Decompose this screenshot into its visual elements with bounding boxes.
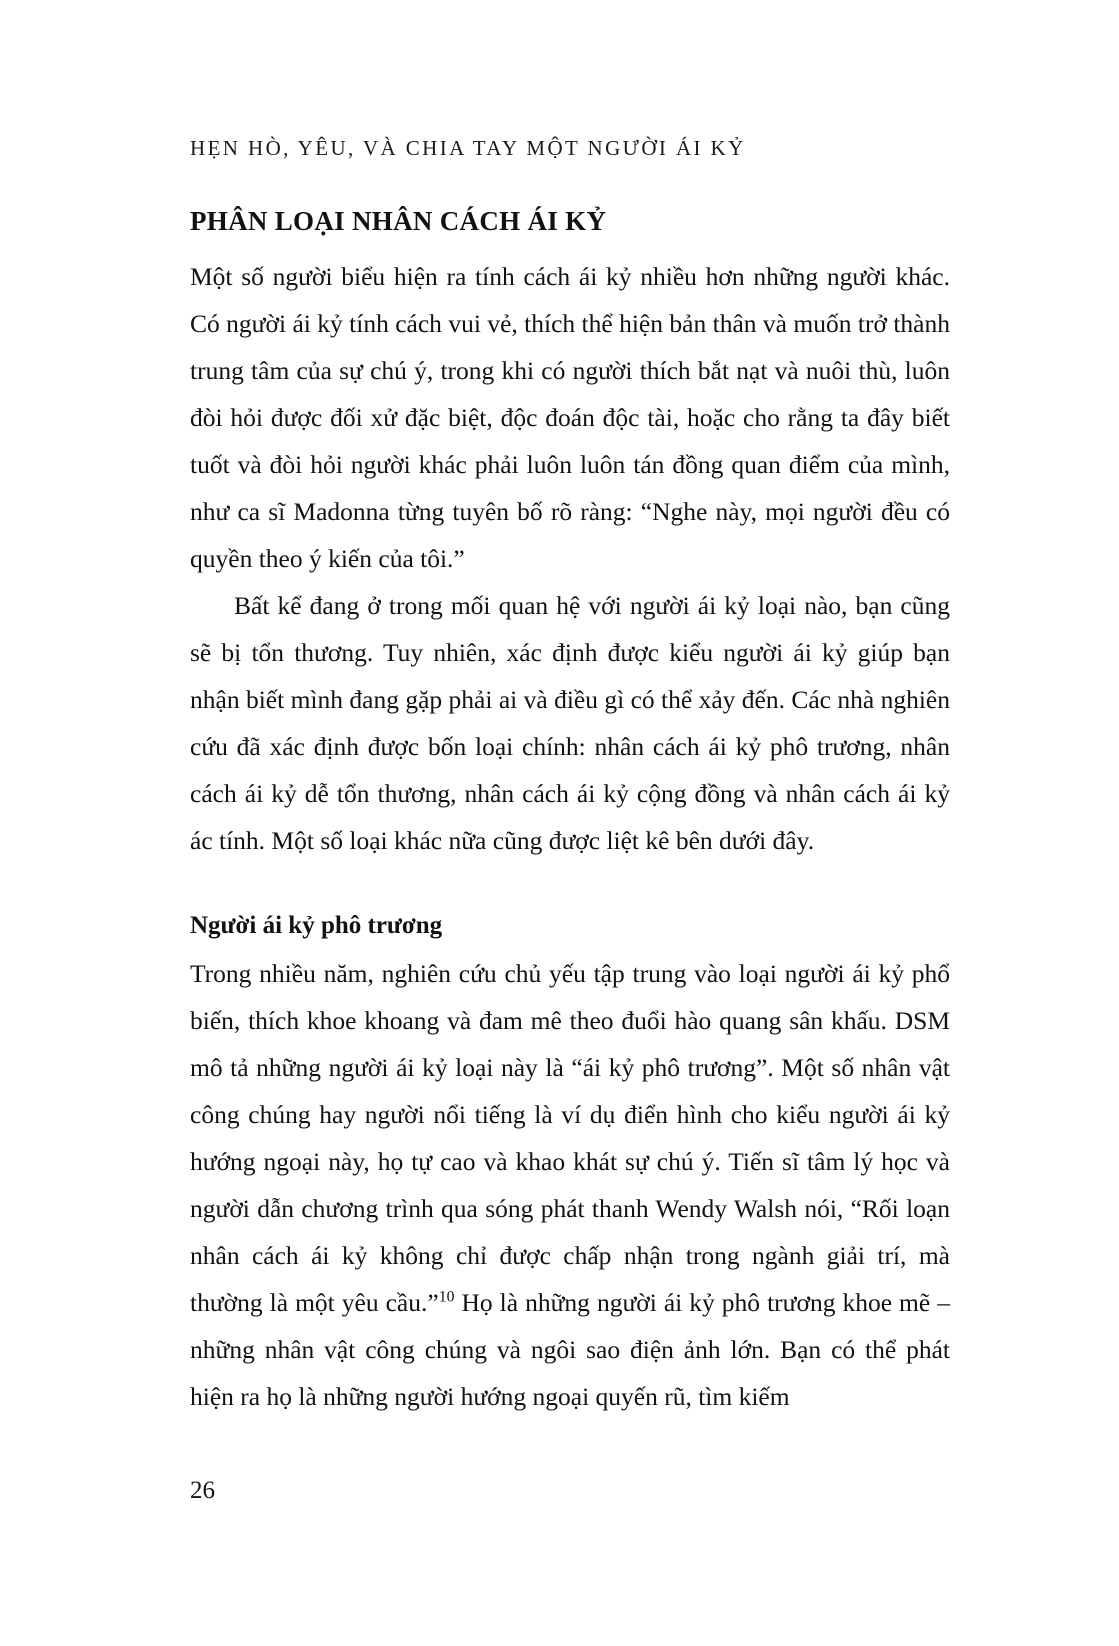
page-number: 26 <box>190 1477 215 1504</box>
paragraph-1: Một số người biểu hiện ra tính cách ái kỷ nhiều hơn những người khác. Có người ái kỷ tính cách vui vẻ, thích thể hiện bản thân và muốn trở thành trung tâm của sự chú ý, trong khi có người thích bắt nạt và nuôi thù, luôn đòi hỏi được đối xử đặc biệt, độc đoán độc tài, hoặc cho rằng ta đây biết tuốt và đòi hỏi người khác phải luôn luôn tán đồng quan điểm của mình, như ca sĩ Madonna từng tuyên bố rõ ràng: “Nghe này, mọi người đều có quyền theo ý kiến của tôi.” <box>190 261 950 573</box>
sub-heading-grandiose-narcissist: Người ái kỷ phô trương <box>190 911 443 939</box>
paragraph-3 <box>190 950 950 1420</box>
paragraph-3-text-after-footnote: Họ là những người ái kỷ phô trương khoe mẽ – những nhân vật công chúng và ngôi sao điện ảnh lớn. Bạn có thể phát hiện ra họ là những người hướng ngoại quyến rũ, tìm kiếm <box>190 1288 950 1412</box>
section-heading: PHÂN LOẠI NHÂN CÁCH ÁI KỶ <box>190 206 607 237</box>
running-head: HẸN HÒ, YÊU, VÀ CHIA TAY MỘT NGƯỜI ÁI KỶ <box>190 136 746 160</box>
footnote-reference-marker: 10 <box>438 1288 455 1306</box>
paragraph-2: Bất kể đang ở trong mối quan hệ với người ái kỷ loại nào, bạn cũng sẽ bị tổn thương. Tuy nhiên, xác định được kiểu người ái kỷ giúp bạn nhận biết mình đang gặp phải ai và điều gì có thể xảy đến. Các nhà nghiên cứu đã xác định được bốn loại chính: nhân cách ái kỷ phô trương, nhân cách ái kỷ dễ tổn thương, nhân cách ái kỷ cộng đồng và nhân cách ái kỷ ác tính. Một số loại khác nữa cũng được liệt kê bên dưới đây. <box>190 590 950 855</box>
paragraph-3-text-before-footnote: Trong nhiều năm, nghiên cứu chủ yếu tập trung vào loại người ái kỷ phổ biến, thích khoe khoang và đam mê theo đuổi hào quang sân khấu. DSM mô tả những người ái kỷ loại này là “ái kỷ phô trương”. Một số nhân vật công chúng hay người nổi tiếng là ví dụ điển hình cho kiểu người ái kỷ hướng ngoại này, họ tự cao và khao khát sự chú ý. Tiến sĩ tâm lý học và người dẫn chương trình qua sóng phát thanh Wendy Walsh nói, “Rối loạn nhân cách ái kỷ không chỉ được chấp nhận trong ngành giải trí, mà thường là một yêu cầu.” <box>190 959 950 1318</box>
page-content <box>190 136 950 1420</box>
